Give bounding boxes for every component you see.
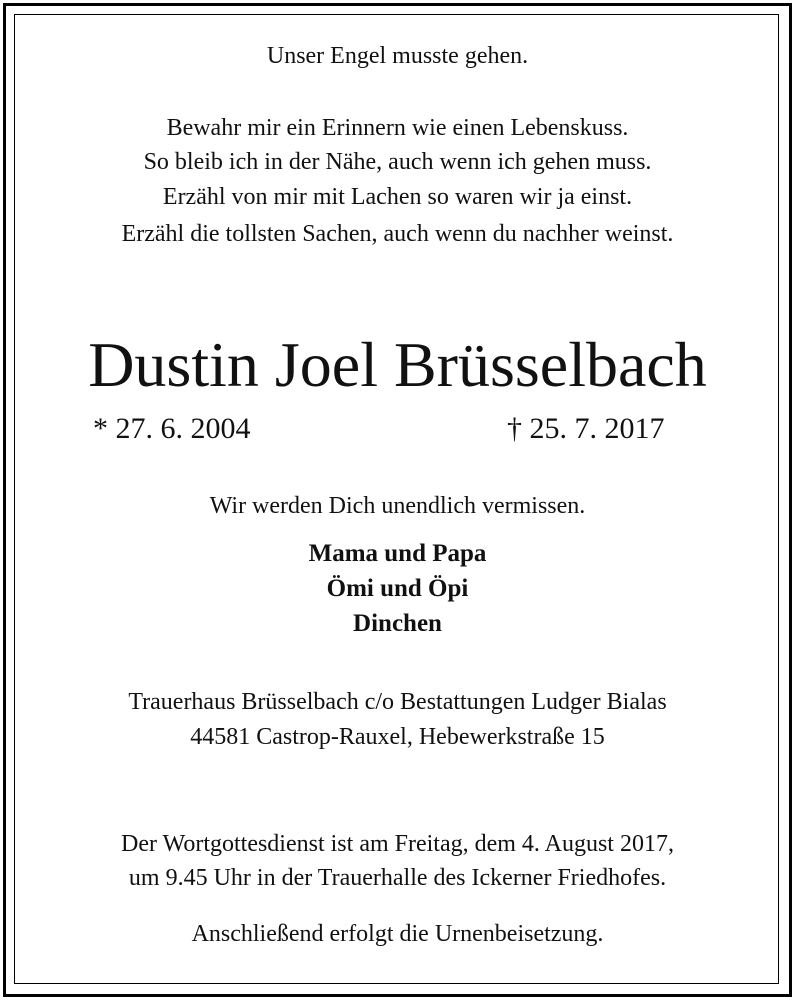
birth-date: * 27. 6. 2004 [93,412,251,445]
family-line-3: Dinchen [353,610,442,637]
poem-line-3: Erzähl von mir mit Lachen so waren wir ja einst. [162,184,633,210]
service-line-2: um 9.45 Uhr in der Trauerhalle des Ickerner Friedhofes. [128,865,667,891]
service-line-1: Der Wortgottesdienst ist am Freitag, dem 4. August 2017, [121,831,674,857]
closing-line: Anschließend erfolgt die Urnenbeisetzung. [191,921,604,947]
poem-line-4: Erzähl die tollsten Sachen, auch wenn du nachher weinst. [121,221,674,247]
family-line-1: Mama und Papa [308,540,487,567]
poem-line-2: So bleib ich in der Nähe, auch wenn ich gehen muss. [143,149,652,175]
address-line-1: Trauerhaus Brüsselbach c/o Bestattungen Ludger Bialas [128,689,667,715]
deceased-name: Dustin Joel Brüsselbach [88,329,707,400]
death-date: † 25. 7. 2017 [507,412,665,445]
missed-line: Wir werden Dich unendlich vermissen. [209,493,586,519]
poem-line-1: Bewahr mir ein Erinnern wie einen Lebenskuss. [166,115,629,141]
family-line-2: Ömi und Öpi [326,575,469,602]
motto-line: Unser Engel musste gehen. [266,43,529,69]
address-line-2: 44581 Castrop-Rauxel, Hebewerkstraße 15 [190,724,605,750]
